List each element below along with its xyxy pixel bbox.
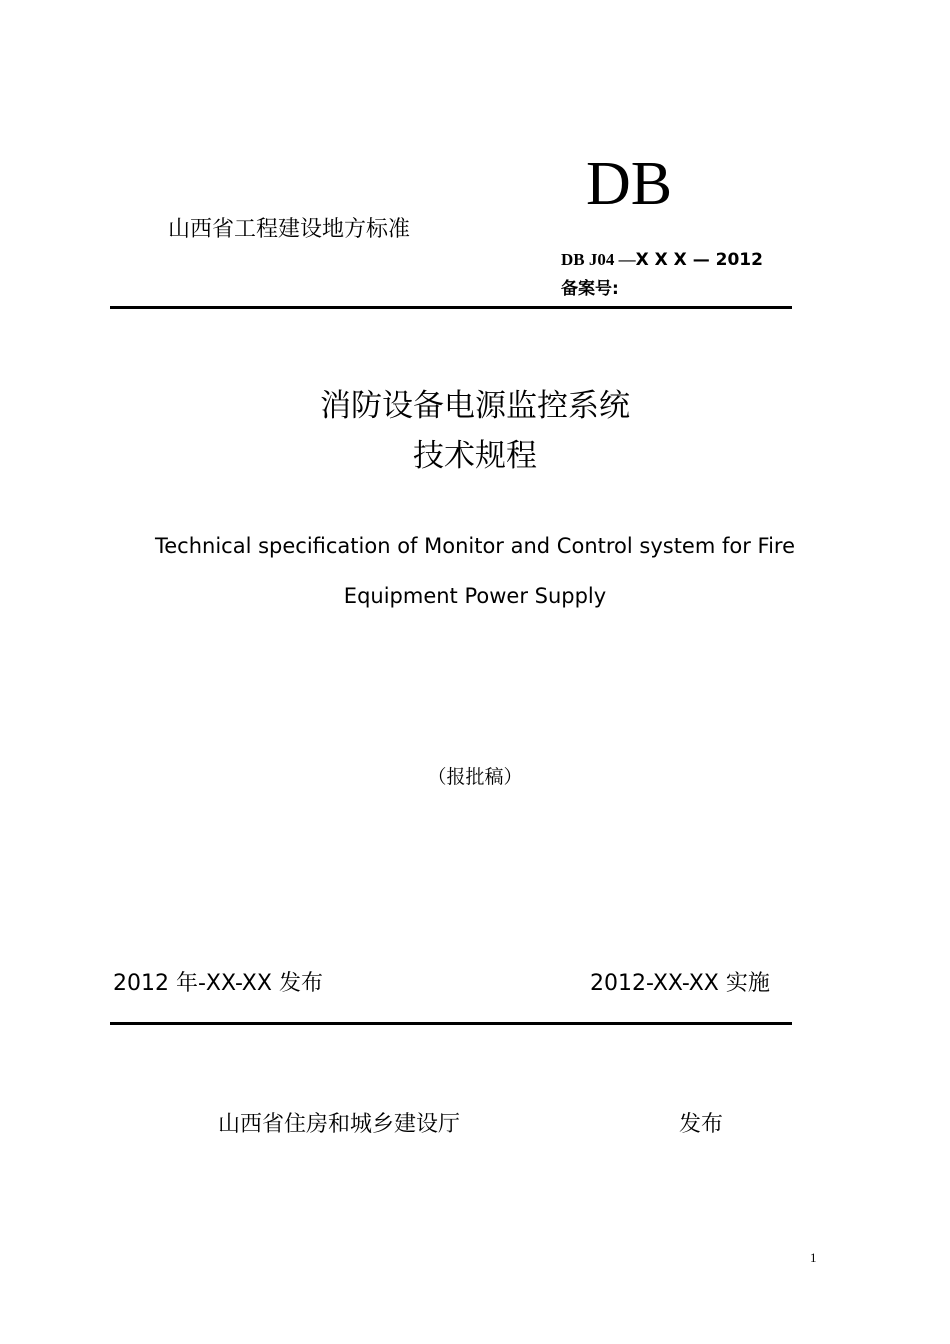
local-standard-label: 山西省工程建设地方标准 xyxy=(168,217,411,242)
page-number: 1 xyxy=(810,1250,817,1265)
issuer-verb: 发布 xyxy=(679,1112,724,1137)
publish-date: 2012 年-XX-XX 发布 xyxy=(113,971,323,996)
document-title-line-2: 技术规程 xyxy=(413,438,537,474)
bottom-divider xyxy=(110,1022,792,1025)
standard-code-prefix: DB J04 — xyxy=(561,250,636,269)
issuer-name: 山西省住房和城乡建设厅 xyxy=(218,1112,461,1137)
english-title-line-1: Technical specification of Monitor and Control system for Fire xyxy=(154,534,796,558)
db-mark: DB xyxy=(586,150,673,218)
document-title-line-1: 消防设备电源监控系统 xyxy=(320,388,630,424)
top-divider xyxy=(110,306,792,309)
english-title-line-2: Equipment Power Supply xyxy=(343,584,607,608)
record-number: 备案号: xyxy=(561,279,619,299)
draft-status: （报批稿） xyxy=(427,766,523,788)
implement-date: 2012-XX-XX 实施 xyxy=(590,971,770,996)
standard-code xyxy=(561,250,763,270)
standard-code-suffix: X X X — 2012 xyxy=(635,250,763,270)
